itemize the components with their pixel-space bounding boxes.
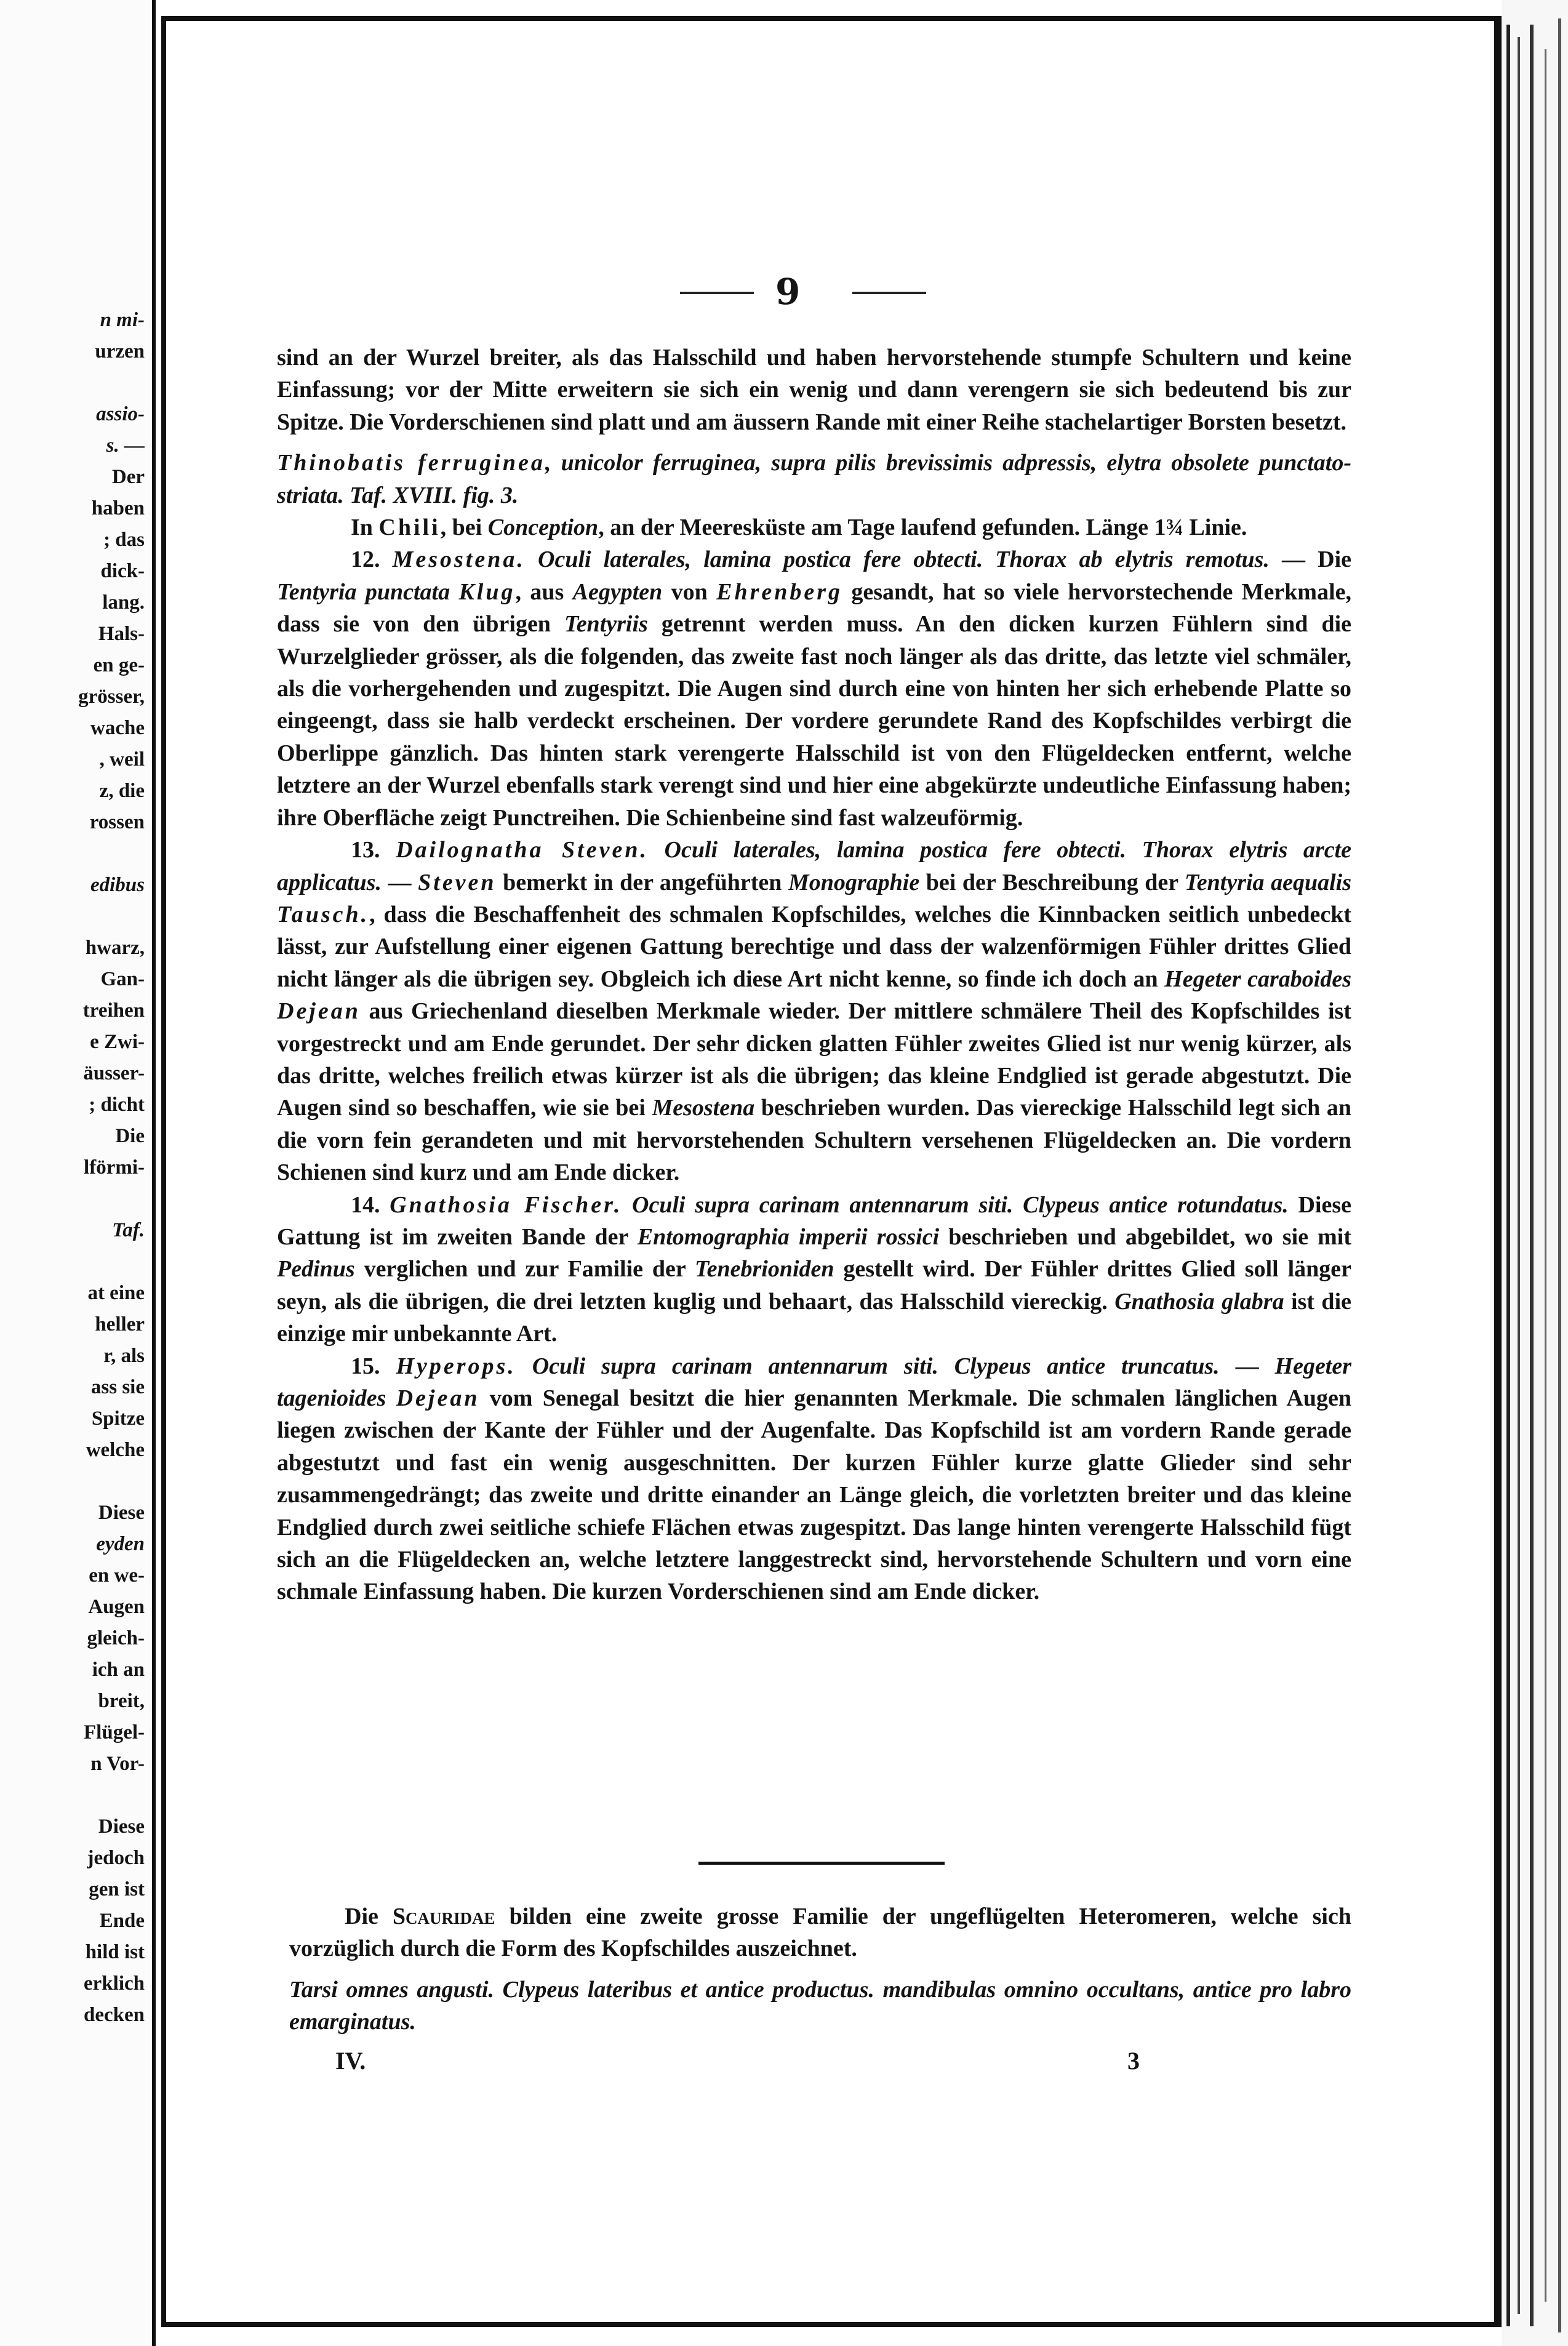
place-chili: Chili: [378, 514, 441, 541]
adjacent-page-line: n Vor-: [90, 1753, 145, 1775]
genus-14-gnathosia: 14. Gnathosia Fischer. Oculi supra carinam antennarum siti. Clypeus antice rotundatus. Diese Gattung ist im zweiten Bande der Entomographia imperii rossici beschrieben und abgebildet, wo sie mit Pedinus verglichen und zur Familie der Tenebrioniden gestellt wird. Der Fühler drittes Glied soll länger seyn, als die übrigen, die drei letzten kuglig und behaart, das Halsschild viereckig. Gnathosia glabra ist die einzige mir unbekannte Art.: [277, 1191, 1351, 1347]
adjacent-page-line: s. —: [106, 434, 145, 457]
thinobatis-diagnosis: [277, 447, 1351, 511]
adjacent-page-line: Der: [111, 466, 145, 488]
adjacent-page-line: en ge-: [93, 654, 145, 676]
scauridae-section: [289, 1900, 1351, 2038]
adjacent-page-line: assio-: [96, 403, 145, 425]
adjacent-page-line: Flügel-: [84, 1721, 145, 1743]
adjacent-page-line: hwarz,: [85, 937, 145, 959]
adjacent-page-line: n mi-: [100, 309, 145, 331]
genus-latin: Oculi laterales, lamina postica fere obtecti. Thorax ab elytris remotus.: [525, 546, 1270, 573]
page-frame-top: [161, 16, 1498, 21]
scauridae-intro: Die Scauridae bilden eine zweite grosse Familie der ungeflügelten Heteromeren, welche sich vorzüglich durch die Form des Kopfschildes auszeichnet.: [289, 1904, 1351, 1962]
adjacent-page-line: breit,: [98, 1690, 145, 1712]
adjacent-page-line: Diese: [98, 1502, 145, 1524]
adjacent-page-line: [0, 367, 145, 399]
adjacent-page-line: urzen: [95, 340, 145, 362]
adjacent-page-text: [0, 305, 145, 2031]
adjacent-page-line: gleich-: [87, 1627, 145, 1649]
adjacent-page-line: äusser-: [83, 1062, 145, 1084]
species-name: Thinobatis ferruginea: [277, 450, 545, 476]
adjacent-page-line: welche: [86, 1439, 145, 1461]
adjacent-page-line: gen ist: [89, 1878, 145, 1900]
adjacent-page-line: [0, 838, 145, 870]
genus-name: Dailognatha Steven.: [396, 837, 649, 863]
page-frame-bottom: [161, 2322, 1502, 2327]
book-edge: [1502, 0, 1568, 2346]
adjacent-page-line: Augen: [88, 1596, 145, 1618]
adjacent-page-line: ; dicht: [89, 1094, 145, 1116]
adjacent-page-line: haben: [91, 497, 145, 519]
adjacent-page-line: , weil: [99, 748, 145, 771]
page-frame-right: [1494, 16, 1502, 2327]
adjacent-page-line: lang.: [102, 591, 145, 614]
thinobatis-locality: In Chili, bei Conception, an der Meeresküste am Tage laufend gefunden. Länge 1¾ Linie.: [351, 514, 1247, 541]
genus-latin: Oculi laterales, lamina postica fere obtecti. Thorax elytris arcte applicatus.: [277, 837, 1352, 895]
section-divider: [698, 1862, 945, 1865]
species-latin: , unicolor ferruginea, supra pilis brevissimis adpressis, elytra obsolete punctato-striata. Taf. XVIII. fig. 3.: [277, 450, 1351, 508]
adjacent-page-line: Spitze: [91, 1407, 145, 1430]
adjacent-page-line: ich an: [92, 1659, 145, 1681]
genus-15-hyperops: 15. Hyperops. Oculi supra carinam antennarum siti. Clypeus antice truncatus. — Hegeter tagenioides Dejean vom Senegal besitzt die hier genannten Merkmale. Die schmalen länglichen Augen liegen zwischen der Kante der Fühler und der Augenfalte. Das Kopfschild ist am vordern Rande gerade abgestutzt und fast ein wenig ausgeschnitten. Der kurzen Fühler kurze glatte Glieder sind sehr zusammengedrängt; das zweite und dritte einander an Länge gleich, die vorletzten breiter und das kleine Endglied durch zwei seitliche schiefe Flächen etwas zugespitzt. Das lange hinten verengerte Halsschild fügt sich an die Flügeldecken an, welche letztere langgestreckt sind, hervorstehende Schultern und vorn eine schmale Einfassung haben. Die kurzen Vorderschienen sind am Ende dicker.: [277, 1353, 1352, 1605]
adjacent-page-line: [0, 901, 145, 932]
adjacent-page-line: [0, 1780, 145, 1811]
adjacent-page-line: Die: [115, 1125, 145, 1147]
header-dash-right: [852, 292, 926, 294]
adjacent-page-line: z, die: [99, 780, 145, 802]
adjacent-page-line: Taf.: [112, 1219, 145, 1241]
page-gutter-rule: [152, 0, 156, 2346]
adjacent-page-line: decken: [84, 2004, 145, 2026]
adjacent-page-line: jedoch: [87, 1847, 145, 1869]
page-body: [277, 342, 1351, 1608]
genus-latin: Oculi supra carinam antennarum siti. Clypeus antice truncatus.: [516, 1353, 1220, 1379]
family-name: Scauridae: [392, 1904, 495, 1929]
adjacent-page-line: Diese: [98, 1816, 145, 1838]
adjacent-page-line: eyden: [96, 1533, 145, 1555]
adjacent-page-line: wache: [90, 717, 145, 739]
genus-13-dailognatha: 13. Dailognatha Steven. Oculi laterales, lamina postica fere obtecti. Thorax elytris arcte applicatus. — Steven bemerkt in der angeführten Monographie bei der Beschreibung der Tentyria aequalis Tausch., dass die Beschaffenheit des schmalen Kopfschildes, welches die Kinnbacken seitlich unbedeckt lässt, zur Aufstellung einer eigenen Gattung berechtige und dass der walzenförmigen Fühler drittes Glied nicht länger als die übrigen sey. Obgleich ich diese Art nicht kenne, so finde ich doch an Hegeter caraboides Dejean aus Griechenland dieselben Merkmale wieder. Der mittlere schmälere Theil des Kopfschildes ist vorgestreckt und am Ende gerundet. Der sehr dicken glatten Fühler zweites Glied ist nur wenig kürzer, als das dritte, welches freilich etwas kürzer ist als die übrigen; das kleine Endglied ist gerade abgestutzt. Die Augen sind so beschaffen, wie sie bei Mesostena beschrieben wurden. Das viereckige Halsschild legt sich an die vorn fein gerandeten und mit hervorstehenden Schultern versehenen Flügeldecken an. Die vordern Schienen sind kurz und am Ende dicker.: [277, 837, 1352, 1186]
adjacent-page-line: hild ist: [85, 1941, 145, 1963]
header-dash-left: [680, 292, 754, 294]
genus-name: Mesostena.: [392, 546, 526, 573]
genus-latin: Oculi supra carinam antennarum siti. Clypeus antice rotundatus.: [622, 1191, 1289, 1218]
adjacent-page-line: Gan-: [100, 968, 145, 990]
adjacent-page-line: r, als: [103, 1345, 145, 1367]
adjacent-page-line: edibus: [90, 874, 145, 896]
adjacent-page-line: ass sie: [90, 1376, 145, 1398]
signature-mark: IV.: [335, 2047, 366, 2075]
genus-name: Hyperops.: [396, 1353, 516, 1379]
adjacent-page-line: en we-: [89, 1564, 145, 1587]
adjacent-page-line: grösser,: [78, 686, 145, 708]
adjacent-page-line: lförmi-: [84, 1156, 145, 1179]
adjacent-page-line: treihen: [82, 999, 145, 1022]
adjacent-page-line: erklich: [84, 1972, 145, 1995]
adjacent-page-line: ; das: [103, 529, 145, 551]
signature-number: 3: [1127, 2047, 1140, 2075]
page-frame-left: [161, 16, 166, 2327]
genus-name: Gnathosia Fischer.: [390, 1191, 623, 1218]
genus-12-mesostena: 12. Mesostena. Oculi laterales, lamina postica fere obtecti. Thorax ab elytris remotus. — Die Tentyria punctata Klug, aus Aegypten von Ehrenberg gesandt, hat so viele hervorstechende Merkmale, dass sie von den übrigen Tentyriis getrennt werden muss. An den dicken kurzen Fühlern sind die Wurzelglieder grösser, als die folgenden, das zweite fast noch länger als das dritte, das letzte viel schmäler, als die vorhergehenden und zugespitzt. Die Augen sind durch eine von hinten her sich erhebende Platte so eingeengt, dass sie halb verdeckt erscheinen. Der vordere gerundete Rand des Kopfschildes verbirgt die Oberlippe gänzlich. Das hinten stark verengerte Halsschild ist von den Flügeldecken entfernt, welche letztere an der Wurzel ebenfalls stark verengt sind und hier eine abgekürzte undeutliche Einfassung haben; ihre Oberfläche zeigt Punctreihen. Die Schienbeine sind fast walzeuförmig.: [277, 546, 1351, 831]
adjacent-page-line: Hals-: [98, 623, 145, 645]
adjacent-page-line: dick-: [100, 560, 145, 582]
adjacent-page-line: Ende: [99, 1910, 145, 1932]
place-conception: Conception: [487, 514, 599, 541]
adjacent-page-line: [0, 1466, 145, 1497]
adjacent-page-line: rossen: [89, 811, 145, 833]
adjacent-page-line: at eine: [87, 1282, 145, 1304]
adjacent-page-line: heller: [95, 1313, 145, 1335]
scauridae-latin: Tarsi omnes angusti. Clypeus lateribus et antice productus. mandibulas omnino occultans, antice pro labro emarginatus.: [289, 1976, 1351, 2035]
adjacent-page-line: [0, 1183, 145, 1215]
page-number: 9: [775, 271, 801, 313]
adjacent-page-line: [0, 1246, 145, 1278]
adjacent-page-line: e Zwi-: [90, 1031, 145, 1053]
paragraph-intro: sind an der Wurzel breiter, als das Halsschild und haben hervorstehende stumpfe Schultern und keine Einfassung; vor der Mitte erweitern sie sich ein wenig und dann verengern sie sich bedeutend bis zur Spitze. Die Vorderschienen sind platt und am äussern Rande mit einer Reihe stachelartiger Borsten besetzt.: [277, 345, 1351, 435]
